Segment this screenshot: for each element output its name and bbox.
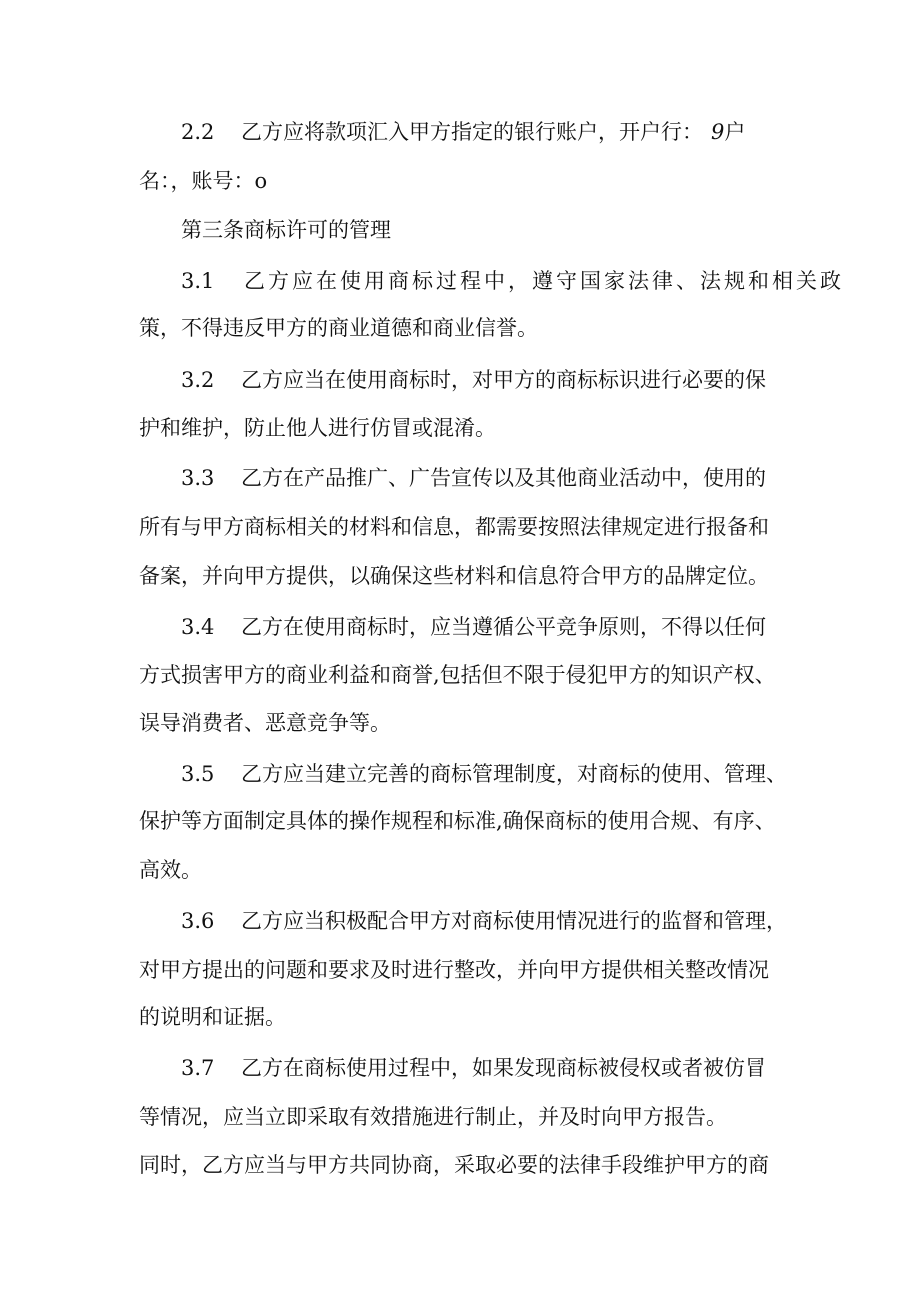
clause-number: 2.2 <box>181 120 215 144</box>
paragraph-3-7-line-2 <box>139 1102 799 1132</box>
paragraph-3-4-line-3 <box>139 708 799 738</box>
paragraph-3-2-line-2 <box>139 413 799 443</box>
paragraph-3-4-line-2 <box>139 660 799 690</box>
paragraph-text: 护和维护，防止他人进行仿冒或混淆。 <box>139 416 496 440</box>
paragraph-3-3-line-2 <box>139 512 799 542</box>
paragraph-3-6-line-3 <box>139 1002 799 1032</box>
paragraph-3-1-line-2 <box>139 313 799 343</box>
paragraph-text: 名：，账号：o <box>139 169 268 193</box>
paragraph-2-2-line-2 <box>139 166 799 196</box>
paragraph-text: 同时，乙方应当与甲方共同协商，采取必要的法律手段维护甲方的商 <box>139 1153 769 1177</box>
paragraph-3-4-line-1 <box>139 612 841 642</box>
paragraph-3-7-line-1 <box>139 1053 841 1083</box>
paragraph-3-5-line-2 <box>139 806 799 836</box>
paragraph-3-2-line-1 <box>139 365 841 395</box>
paragraph-text: 乙方应当积极配合甲方对商标使用情况进行的监督和管理， <box>241 909 787 933</box>
paragraph-text: 备案，并向甲方提供，以确保这些材料和信息符合甲方的品牌定位。 <box>139 564 769 588</box>
clause-number: 3.3 <box>181 466 215 490</box>
section-heading-text: 第三条商标许可的管理 <box>181 218 391 242</box>
paragraph-text: 保护等方面制定具体的操作规程和标准,确保商标的使用合规、有序、 <box>139 809 776 833</box>
paragraph-3-6-line-1 <box>139 906 841 936</box>
paragraph-text: 乙方应在使用商标过程中，遵守国家法律、法规和相关政 <box>241 269 841 293</box>
paragraph-2-2-line-1 <box>139 117 841 147</box>
paragraph-text: 等情况，应当立即采取有效措施进行制止，并及时向甲方报告。 <box>139 1105 727 1129</box>
section-heading <box>181 215 841 245</box>
clause-number: 3.7 <box>181 1056 215 1080</box>
paragraph-text: 高效。 <box>139 858 202 882</box>
paragraph-text: 乙方应将款项汇入甲方指定的银行账户，开户行： <box>241 120 703 144</box>
paragraph-text: 方式损害甲方的商业利益和商誉,包括但不限于侵犯甲方的知识产权、 <box>139 663 776 687</box>
paragraph-text: 户 <box>724 120 746 144</box>
ocr-mark: 9 <box>711 120 725 144</box>
paragraph-text: 误导消费者、恶意竞争等。 <box>139 711 391 735</box>
paragraph-text: 策，不得违反甲方的商业道德和商业信誉。 <box>139 316 538 340</box>
paragraph-3-5-line-1 <box>139 759 841 789</box>
paragraph-3-7-line-3 <box>139 1150 799 1180</box>
clause-number: 3.5 <box>181 762 215 786</box>
paragraph-3-1-line-1 <box>139 266 841 296</box>
paragraph-3-3-line-1 <box>139 463 841 493</box>
clause-number: 3.2 <box>181 368 215 392</box>
paragraph-text: 乙方应当建立完善的商标管理制度，对商标的使用、管理、 <box>241 762 787 786</box>
paragraph-3-5-line-3 <box>139 855 799 885</box>
paragraph-text: 乙方在产品推广、广告宣传以及其他商业活动中，使用的 <box>241 466 766 490</box>
paragraph-text: 的说明和证据。 <box>139 1005 286 1029</box>
clause-number: 3.4 <box>181 615 215 639</box>
clause-number: 3.6 <box>181 909 215 933</box>
paragraph-text: 乙方应当在使用商标时，对甲方的商标标识进行必要的保 <box>241 368 766 392</box>
paragraph-3-3-line-3 <box>139 561 799 591</box>
paragraph-3-6-line-2 <box>139 955 799 985</box>
paragraph-text: 乙方在使用商标时，应当遵循公平竞争原则，不得以任何 <box>241 615 766 639</box>
paragraph-text: 乙方在商标使用过程中，如果发现商标被侵权或者被仿冒 <box>241 1056 766 1080</box>
paragraph-text: 所有与甲方商标相关的材料和信息，都需要按照法律规定进行报备和 <box>139 515 769 539</box>
paragraph-text: 对甲方提出的问题和要求及时进行整改，并向甲方提供相关整改情况 <box>139 958 769 982</box>
clause-number: 3.1 <box>181 269 215 293</box>
